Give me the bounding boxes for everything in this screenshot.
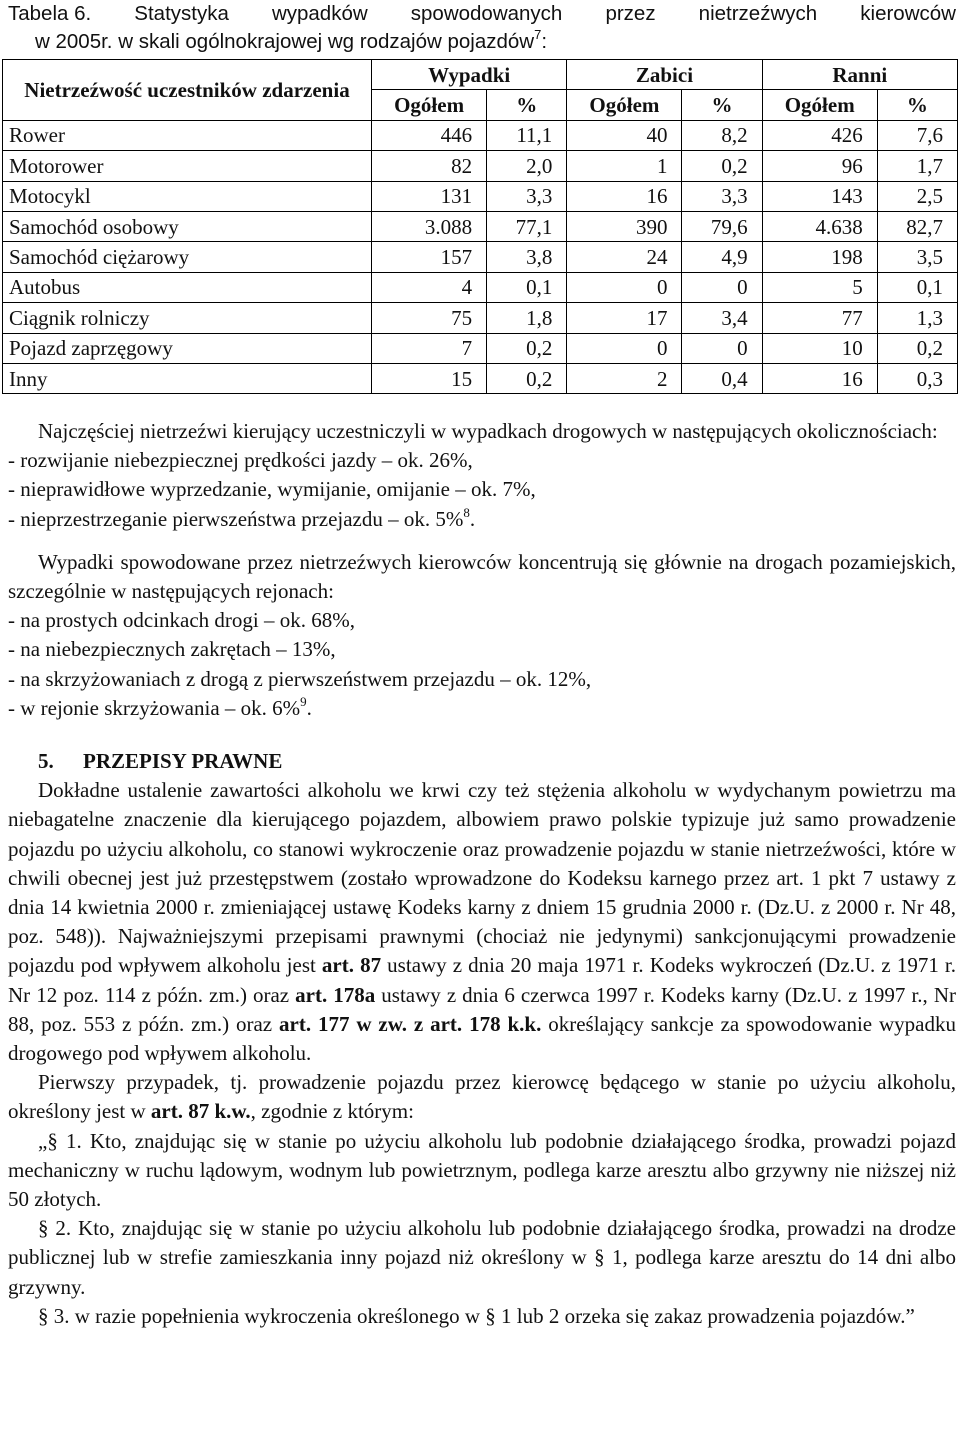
value-cell: 0,1 — [877, 272, 957, 302]
vehicle-type-cell: Pojazd zaprzęgowy — [3, 333, 372, 363]
text-run: ustawy z dnia 6 czerwca 1997 r. Kodeks karny (Dz.U. z 1997 r., Nr 88, poz. 553 z późn. zm.) oraz — [8, 982, 956, 1036]
list-item: - na skrzyżowaniach z drogą z pierwszeństwem przejazdu – ok. 12%, — [8, 666, 592, 691]
quote-paragraph-1: „§ 1. Kto, znajdując się w stanie po użyciu alkoholu lub podobnie działającego środka, prowadzi pojazd mechaniczny w ruchu lądowym, wodnym lub powietrznym, podlega karze aresztu albo grzywny nie niższej niż 50 złotych. — [8, 1128, 956, 1212]
caption-word: przez — [605, 2, 656, 25]
value-cell: 143 — [762, 181, 877, 211]
value-cell: 17 — [567, 303, 682, 333]
value-cell: 16 — [567, 181, 682, 211]
table-row — [3, 181, 958, 211]
value-cell: 0,2 — [877, 333, 957, 363]
law-reference: art. 178a — [295, 982, 376, 1007]
table-row — [3, 363, 958, 393]
subheader-percent: % — [682, 90, 762, 120]
section-title: PRZEPISY PRAWNE — [83, 749, 283, 774]
caption-line-2 — [8, 28, 956, 58]
value-cell: 0,2 — [682, 151, 762, 181]
section-number: 5. — [38, 749, 54, 774]
text-run: określający sankcje za spowodowanie wypadku drogowego pod wpływem alkoholu. — [8, 1011, 956, 1066]
list-item-text: - w rejonie skrzyżowania – ok. 6% — [8, 695, 301, 720]
vehicle-type-cell: Motorower — [3, 151, 372, 181]
list-item: - rozwijanie niebezpiecznej prędkości jazdy – ok. 26%, — [8, 448, 473, 473]
subheader-total: Ogółem — [372, 90, 487, 120]
law-reference: art. 87 — [321, 953, 382, 978]
footnote-ref: 9 — [300, 693, 307, 709]
value-cell: 4.638 — [762, 211, 877, 241]
table-row — [3, 120, 958, 150]
table-row — [3, 333, 958, 363]
value-cell: 3,8 — [487, 242, 567, 272]
value-cell: 0 — [682, 272, 762, 302]
value-cell: 2 — [567, 363, 682, 393]
vehicle-type-cell: Samochód osobowy — [3, 211, 372, 241]
value-cell: 0 — [567, 333, 682, 363]
value-cell: 3,5 — [877, 242, 957, 272]
text-run: Pierwszy przypadek, tj. prowadzenie pojazdu przez kierowcę będącego w stanie po użyciu alkoholu, określony jest w — [8, 1070, 956, 1124]
value-cell: 77 — [762, 303, 877, 333]
value-cell: 11,1 — [487, 120, 567, 150]
caption-word: Statystyka — [134, 2, 229, 25]
list-circumstances — [8, 446, 956, 536]
table-header-row — [3, 60, 958, 90]
text-run: ustawy z dnia 20 maja 1971 r. Kodeks wykroczeń (Dz.U. z 1971 r. Nr 12 poz. 114 z późn. zm.) oraz — [8, 953, 956, 1007]
value-cell: 1 — [567, 151, 682, 181]
caption-text: w 2005r. w skali ogólnokrajowej wg rodzajów pojazdów — [35, 30, 535, 53]
list-item-end: . — [306, 695, 312, 720]
caption-word: nietrzeźwych — [698, 2, 818, 25]
table-row — [3, 242, 958, 272]
value-cell: 7 — [372, 333, 487, 363]
footnote-ref: 8 — [463, 504, 470, 520]
value-cell: 3,4 — [682, 303, 762, 333]
table-row — [3, 151, 958, 181]
document-body — [8, 417, 956, 1331]
table-row — [3, 211, 958, 241]
value-cell: 4 — [372, 272, 487, 302]
corner-header: Nietrzeźwość uczestników zdarzenia — [3, 60, 372, 121]
text-run: , zgodnie z którym: — [250, 1099, 414, 1124]
value-cell: 82 — [372, 151, 487, 181]
caption-word: spowodowanych — [410, 2, 563, 25]
list-item: - na niebezpiecznych zakrętach – 13%, — [8, 637, 336, 662]
value-cell: 16 — [762, 363, 877, 393]
value-cell: 40 — [567, 120, 682, 150]
value-cell: 5 — [762, 272, 877, 302]
vehicle-type-cell: Motocykl — [3, 181, 372, 211]
law-reference: art. 87 k.w. — [150, 1099, 251, 1124]
value-cell: 7,6 — [877, 120, 957, 150]
value-cell: 10 — [762, 333, 877, 363]
caption-line-1 — [8, 0, 956, 28]
list-item-end: . — [469, 506, 476, 531]
value-cell: 3,3 — [682, 181, 762, 211]
value-cell: 0 — [682, 333, 762, 363]
caption-word: Tabela 6. — [8, 2, 92, 25]
law-reference: art. 177 w zw. z art. 178 k.k. — [279, 1011, 542, 1036]
quote-paragraph-3: § 3. w razie popełnienia wykroczenia określonego w § 1 lub 2 orzeka się zakaz prowadzenia pojazdów.” — [38, 1303, 915, 1328]
value-cell: 1,7 — [877, 151, 957, 181]
caption-word: kierowców — [860, 2, 956, 25]
value-cell: 15 — [372, 363, 487, 393]
caption-suffix: : — [541, 30, 548, 53]
value-cell: 390 — [567, 211, 682, 241]
list-item: - na prostych odcinkach drogi – ok. 68%, — [8, 608, 356, 633]
value-cell: 131 — [372, 181, 487, 211]
value-cell: 0,3 — [877, 363, 957, 393]
value-cell: 2,0 — [487, 151, 567, 181]
paragraph-circumstances: Najczęściej nietrzeźwi kierujący uczestniczyli w wypadkach drogowych w następujących okolicznościach: — [38, 419, 938, 443]
value-cell: 1,3 — [877, 303, 957, 333]
group-header-accidents: Wypadki — [372, 60, 567, 90]
table-row — [3, 272, 958, 302]
value-cell: 75 — [372, 303, 487, 333]
table-caption — [8, 0, 956, 58]
list-item-text: - nieprzestrzeganie pierwszeństwa przejazdu – ok. 5% — [8, 506, 464, 531]
vehicle-type-cell: Inny — [3, 363, 372, 393]
group-header-injured: Ranni — [762, 60, 957, 90]
caption-word: wypadków — [271, 2, 368, 25]
paragraph-locations: Wypadki spowodowane przez nietrzeźwych kierowców koncentrują się głównie na drogach pozamiejskich, szczególnie w następujących rejonach: — [8, 549, 956, 604]
vehicle-type-cell: Rower — [3, 120, 372, 150]
value-cell: 82,7 — [877, 211, 957, 241]
value-cell: 426 — [762, 120, 877, 150]
value-cell: 8,2 — [682, 120, 762, 150]
vehicle-type-cell: Samochód ciężarowy — [3, 242, 372, 272]
value-cell: 0,2 — [487, 333, 567, 363]
paragraph-first-case — [8, 1068, 956, 1126]
value-cell: 0,2 — [487, 363, 567, 393]
table-row — [3, 303, 958, 333]
value-cell: 3,3 — [487, 181, 567, 211]
value-cell: 2,5 — [877, 181, 957, 211]
list-item — [8, 505, 956, 536]
vehicle-type-cell: Ciągnik rolniczy — [3, 303, 372, 333]
value-cell: 1,8 — [487, 303, 567, 333]
subheader-total: Ogółem — [762, 90, 877, 120]
value-cell: 24 — [567, 242, 682, 272]
quote-paragraph-2: § 2. Kto, znajdując się w stanie po użyciu alkoholu lub podobnie działającego środka, prowadzi na drodze publicznej lub w strefie zamieszkania inny pojazd niż określony w § 1, podlega karze aresztu do 14 dni albo grzywny. — [8, 1216, 956, 1299]
text-run: Dokładne ustalenie zawartości alkoholu we krwi czy też stężenia alkoholu w wydychanym powietrzu ma niebagatelne znaczenie dla kierującego pojazdem, albowiem prawo polskie typizuje już samo prowadzenie pojazdu po użyciu alkoholu, co stanowi wykroczenie oraz prowadzenie pojazdu w stanie nietrzeźwości, które w chwili obecnej jest już przestępstwem (zostało wprowadzone do Kodeksu karnego przez art. 1 pkt 7 ustawy z dnia 14 kwietnia 2000 r. zmieniającej ustawę Kodeks karny z dniem 15 grudnia 2000 r. (Dz.U. z 2000 r. Nr 48, poz. 548)). Najważniejszymi przepisami prawnymi (chociaż nie jedynymi) sankcjonującymi prowadzenie pojazdu pod wpływem alkoholu jest — [8, 778, 956, 978]
subheader-percent: % — [877, 90, 957, 120]
accident-statistics-table — [2, 59, 958, 394]
paragraph-legal-basis — [8, 776, 956, 1068]
value-cell: 4,9 — [682, 242, 762, 272]
value-cell: 96 — [762, 151, 877, 181]
value-cell: 446 — [372, 120, 487, 150]
list-item: - nieprawidłowe wyprzedzanie, wymijanie, omijanie – ok. 7%, — [8, 477, 536, 502]
subheader-total: Ogółem — [567, 90, 682, 120]
vehicle-type-cell: Autobus — [3, 272, 372, 302]
group-header-killed: Zabici — [567, 60, 762, 90]
list-locations — [8, 606, 956, 725]
footnote-ref: 7 — [534, 27, 542, 42]
value-cell: 77,1 — [487, 211, 567, 241]
value-cell: 198 — [762, 242, 877, 272]
value-cell: 157 — [372, 242, 487, 272]
value-cell: 0 — [567, 272, 682, 302]
value-cell: 3.088 — [372, 211, 487, 241]
value-cell: 0,4 — [682, 363, 762, 393]
subheader-percent: % — [487, 90, 567, 120]
section-heading — [8, 747, 956, 776]
list-item — [8, 694, 956, 725]
value-cell: 0,1 — [487, 272, 567, 302]
value-cell: 79,6 — [682, 211, 762, 241]
